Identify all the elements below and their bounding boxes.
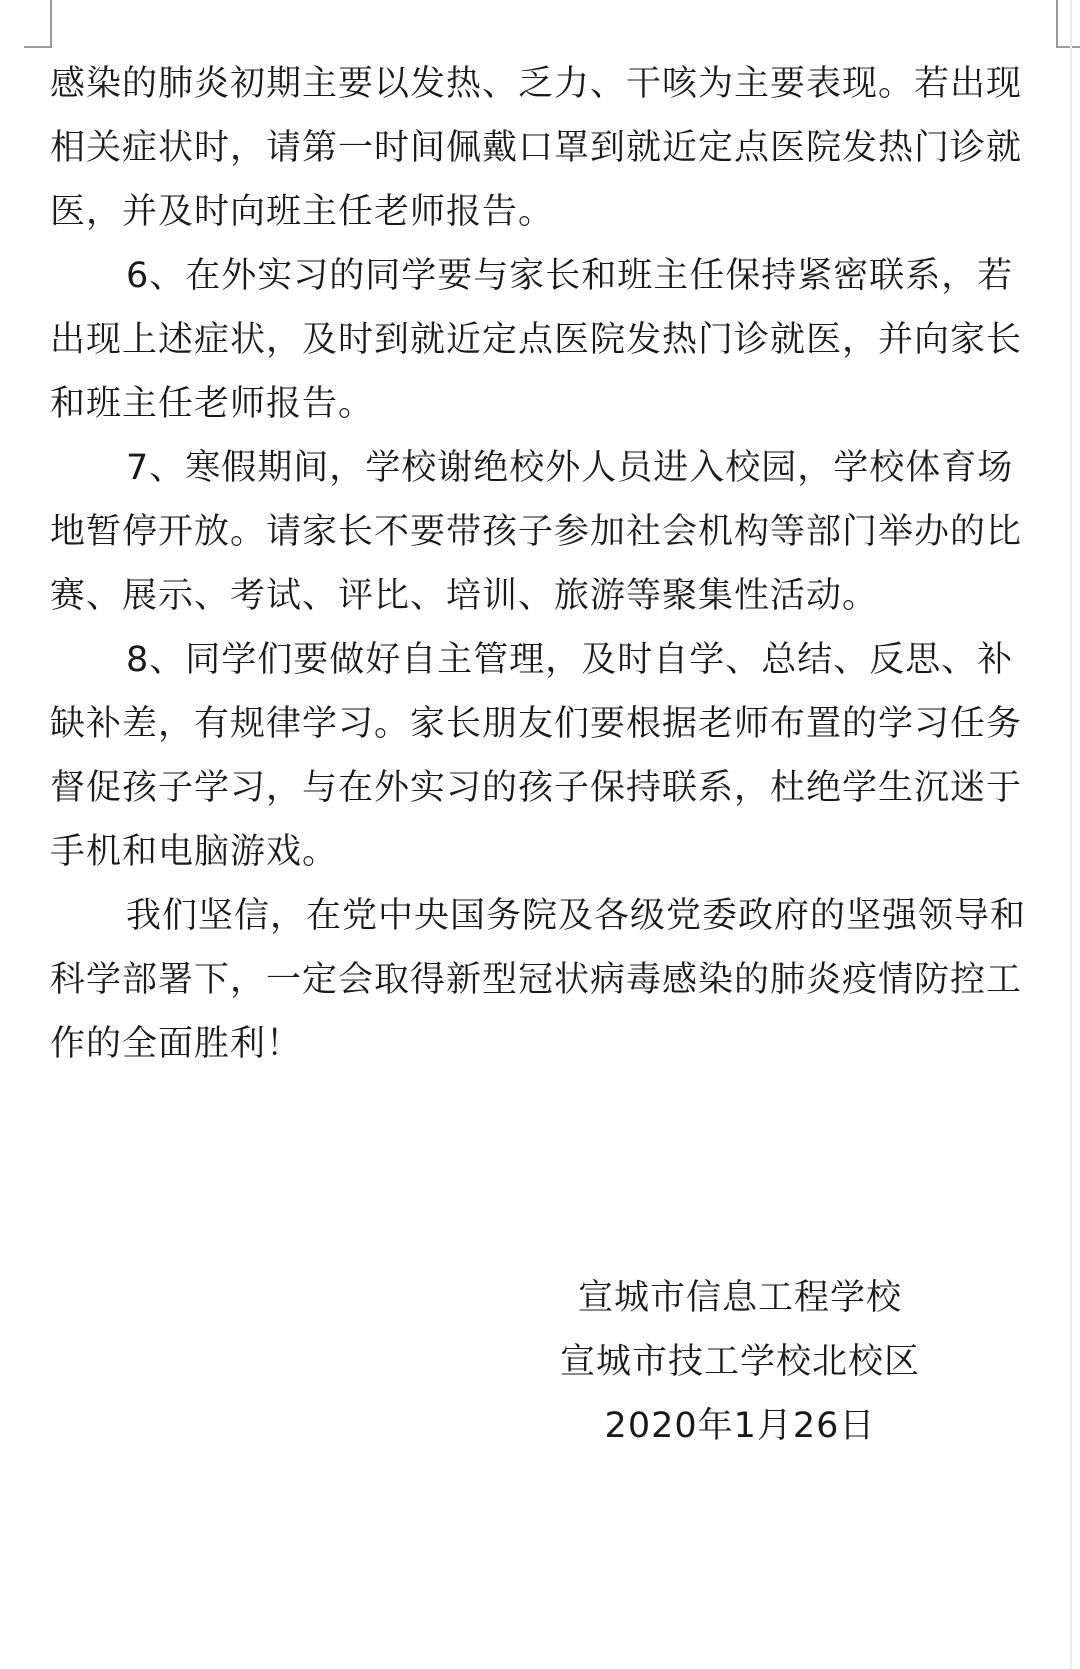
signature-org-2: 宣城市技工学校北校区 — [559, 1342, 920, 1382]
page-corner-mark-top-left — [24, 0, 52, 48]
signature-block — [480, 1266, 1000, 1458]
page-edge-right — [1070, 0, 1072, 1669]
document-body — [50, 52, 1040, 1076]
paragraph-1: 感染的肺炎初期主要以发热、乏力、干咳为主要表现。若出现相关症状时，请第一时间佩戴口罩到就近定点医院发热门诊就医，并及时向班主任老师报告。 — [50, 64, 1023, 232]
signature-date: 2020年1月26日 — [604, 1406, 876, 1446]
paragraph-item-8: 8、同学们要做好自主管理，及时自学、总结、反思、补缺补差，有规律学习。家长朋友们要根据老师布置的学习任务督促孩子学习，与在外实习的孩子保持联系，杜绝学生沉迷于手机和电脑游戏。 — [50, 640, 1023, 872]
paragraph-closing: 我们坚信，在党中央国务院及各级党委政府的坚强领导和科学部署下，一定会取得新型冠状病毒感染的肺炎疫情防控工作的全面胜利！ — [50, 896, 1027, 1064]
paragraph-item-7: 7、寒假期间，学校谢绝校外人员进入校园，学校体育场地暂停开放。请家长不要带孩子参加社会机构等部门举办的比赛、展示、考试、评比、培训、旅游等聚集性活动。 — [50, 448, 1023, 616]
signature-org-1: 宣城市信息工程学校 — [577, 1278, 902, 1318]
paragraph-item-6: 6、在外实习的同学要与家长和班主任保持紧密联系，若出现上述症状，及时到就近定点医院发热门诊就医，并向家长和班主任老师报告。 — [50, 256, 1023, 424]
page-corner-mark-top-right — [1056, 0, 1080, 48]
